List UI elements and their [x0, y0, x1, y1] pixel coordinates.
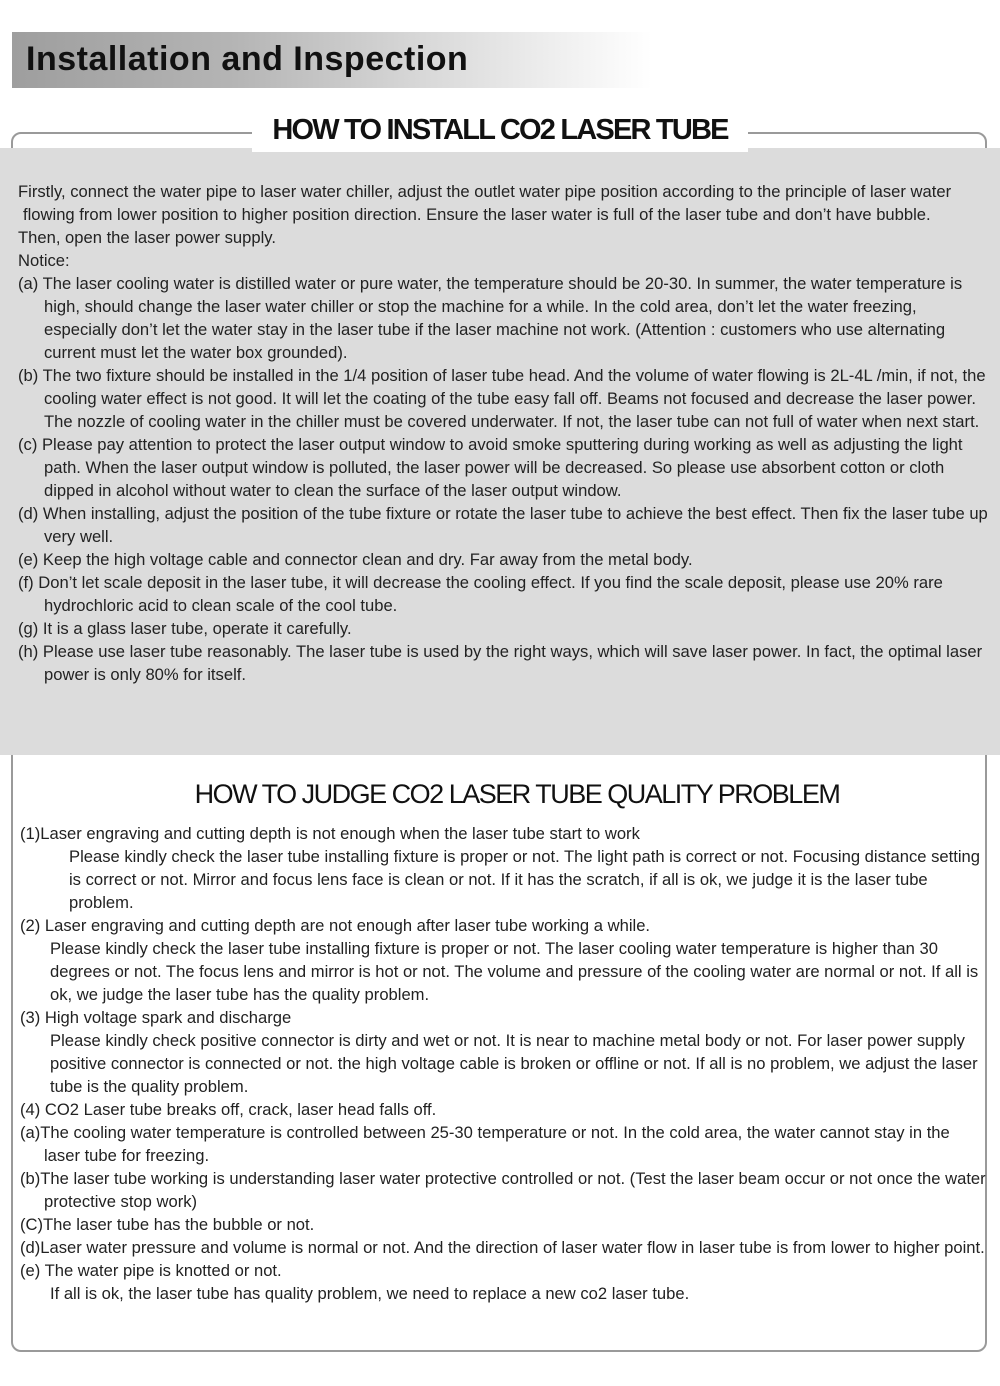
judge-instructions: [20, 822, 988, 1305]
judge-heading: HOW TO JUDGE CO2 LASER TUBE QUALITY PROBLEM: [194, 779, 840, 809]
notice-item-f: (f) Don’t let scale deposit in the laser tube, it will decrease the cooling effect. If you find the scale deposit, please use 20% rare hydrochloric acid to clean scale of the cool tube.: [18, 573, 943, 615]
section-title: Installation and Inspection: [26, 40, 469, 78]
question-4-item-b: (b)The laser tube working is understanding laser water protective controlled or not. (Test the laser beam occur or not once the water protective stop work): [20, 1169, 986, 1211]
question-4-title: (4) CO2 Laser tube breaks off, crack, laser head falls off.: [20, 1100, 437, 1119]
judge-conclusion: If all is ok, the laser tube has quality problem, we need to replace a new co2 laser tube.: [50, 1284, 690, 1303]
install-notice-label: Notice:: [18, 251, 70, 270]
install-heading-wrap: [0, 108, 1000, 152]
question-4-item-c: (C)The laser tube has the bubble or not.: [20, 1215, 315, 1234]
notice-item-b: (b) The two fixture should be installed in the 1/4 position of laser tube head. And the volume of water flowing is 2L-4L /min, if not, the cooling water effect is not good. It will let the coating of the tube easy fall off. Beams not focused and decrease the laser power. The nozzle of cooling water in the chiller must be covered underwater. If not, the laser tube can not full of water when next start.: [18, 366, 986, 431]
notice-item-d: (d) When installing, adjust the position of the tube fixture or rotate the laser tube to achieve the best effect. Then fix the laser tube up very well.: [18, 504, 988, 546]
question-2-title: (2) Laser engraving and cutting depth are not enough after laser tube working a while.: [20, 916, 651, 935]
question-3-title: (3) High voltage spark and discharge: [20, 1008, 292, 1027]
notice-item-g: (g) It is a glass laser tube, operate it carefully.: [18, 619, 352, 638]
question-4-item-d: (d)Laser water pressure and volume is normal or not. And the direction of laser water flow in laser tube is from lower to higher point.: [20, 1238, 985, 1257]
install-intro-paragraph: Firstly, connect the water pipe to laser water chiller, adjust the outlet water pipe position according to the principle of laser water flowing from lower position to higher position direction. Ensure the laser water is full of the laser tube and don’t have bubble.: [18, 182, 952, 224]
question-4-item-e: (e) The water pipe is knotted or not.: [20, 1261, 282, 1280]
notice-item-h: (h) Please use laser tube reasonably. The laser tube is used by the right ways, which will save laser power. In fact, the optimal laser power is only 80% for itself.: [18, 642, 983, 684]
question-1-body: Please kindly check the laser tube installing fixture is proper or not. The light path is correct or not. Focusing distance setting is correct or not. Mirror and focus lens face is clean or not. If it has the scratch, if all is ok, we judge it is the laser tube problem.: [69, 847, 980, 912]
install-instructions: [18, 180, 993, 686]
notice-item-c: (c) Please pay attention to protect the laser output window to avoid smoke sputtering during working as well as adjusting the light path. When the laser output window is polluted, the laser power will be decreased. So please use absorbent cotton or cloth dipped in alcohol without water to clean the surface of the laser output window.: [18, 435, 963, 500]
question-3-body: Please kindly check positive connector is dirty and wet or not. It is near to machine metal body or not. For laser power supply positive connector is connected or not. the high voltage cable is broken or offline or not. If all is no problem, we adjust the laser tube is the quality problem.: [50, 1031, 978, 1096]
notice-item-a: (a) The laser cooling water is distilled water or pure water, the temperature should be 20-30. In summer, the water temperature is high, should change the laser water chiller or stop the machine for a while. In the cold area, don’t let the water freezing, especially don’t let the water stay in the laser tube if the laser machine not work. (Attention : customers who use alternating current must let the water box grounded).: [18, 274, 963, 362]
question-1-title: (1)Laser engraving and cutting depth is not enough when the laser tube start to work: [20, 824, 640, 843]
section-banner: [12, 32, 652, 88]
question-4-item-a: (a)The cooling water temperature is controlled between 25-30 temperature or not. In the cold area, the water cannot stay in the laser tube for freezing.: [20, 1123, 950, 1165]
install-heading: HOW TO INSTALL CO2 LASER TUBE: [252, 108, 747, 152]
install-intro-power: Then, open the laser power supply.: [18, 228, 276, 247]
notice-item-e: (e) Keep the high voltage cable and connector clean and dry. Far away from the metal body.: [18, 550, 693, 569]
question-2-body: Please kindly check the laser tube installing fixture is proper or not. The laser cooling water temperature is higher than 30 degrees or not. The focus lens and mirror is hot or not. The volume and pressure of the cooling water are normal or not. If all is ok, we judge the laser tube has the quality problem.: [50, 939, 979, 1004]
